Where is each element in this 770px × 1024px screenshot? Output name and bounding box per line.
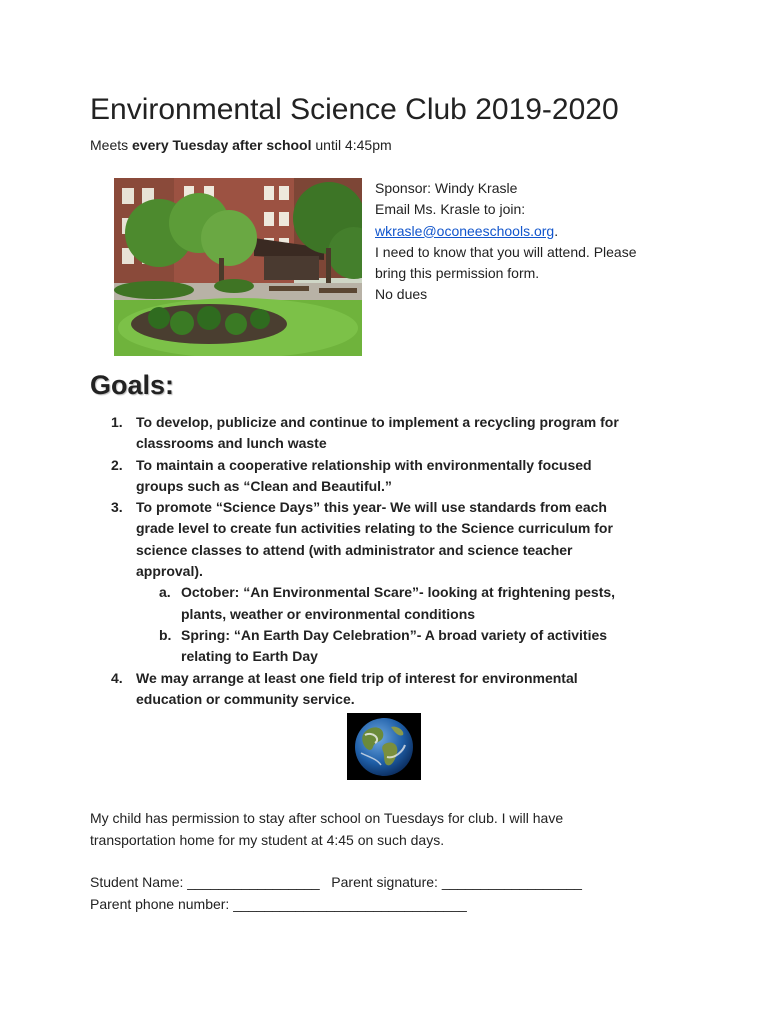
goal-text: classrooms and lunch waste [136, 435, 327, 452]
goal-text: We may arrange at least one field trip of interest for environmental [136, 669, 578, 686]
goal-number: 4. [111, 669, 123, 686]
goal-text: To promote “Science Days” this year- We will use standards from each [136, 499, 607, 516]
subitem-text: October: “An Environmental Scare”- looking at frightening pests, [181, 584, 616, 601]
email-line [375, 221, 675, 242]
email-period: . [554, 222, 559, 239]
goal-text: education or community service. [136, 690, 355, 707]
goals-list [90, 412, 690, 710]
dues-note: No dues [375, 286, 428, 303]
goal-item [90, 455, 690, 498]
goal-text: science classes to attend (with administrator and science teacher [136, 541, 573, 558]
subitem-letter: b. [159, 626, 172, 643]
goal-text: groups such as “Clean and Beautiful.” [136, 477, 392, 494]
email-instruction: Email Ms. Krasle to join: [375, 201, 526, 218]
permission-line2: transportation home for my student at 4:45 on such days. [90, 831, 445, 848]
permission-statement [90, 808, 650, 851]
parent-phone-line: Parent phone number: ______________________________ [90, 895, 467, 912]
meets-bold: every Tuesday after school [132, 137, 312, 153]
goal-text: grade level to create fun activities relating to the Science curriculum for [136, 520, 613, 537]
goals-heading: Goals: [90, 370, 175, 400]
goal-number: 3. [111, 499, 123, 516]
goal-text: To develop, publicize and continue to implement a recycling program for [136, 414, 619, 430]
meeting-info [90, 137, 392, 153]
goal-text: approval). [136, 563, 203, 580]
sponsor-email-link[interactable]: wkrasle@oconeeschools.org [375, 222, 555, 239]
subitem-text: relating to Earth Day [181, 648, 318, 665]
page-title: Environmental Science Club 2019-2020 [90, 93, 619, 126]
sponsor-name: Sponsor: Windy Krasle [375, 180, 518, 196]
subitem-text: Spring: “An Earth Day Celebration”- A broad variety of activities [181, 626, 608, 643]
meets-suffix: until 4:45pm [311, 137, 392, 153]
student-signature-line: Student Name: _________________ Parent signature: __________________ [90, 874, 582, 890]
goal-item [90, 668, 690, 711]
goal-item [90, 412, 690, 455]
permission-line1: My child has permission to stay after school on Tuesdays for club. I will have [90, 810, 564, 826]
earth-globe-image [347, 713, 421, 780]
subitem-letter: a. [159, 584, 171, 601]
goal-text: To maintain a cooperative relationship with environmentally focused [136, 456, 592, 473]
goal-number: 1. [111, 414, 123, 430]
goal-item [90, 497, 690, 667]
attend-note-line1: I need to know that you will attend. Please [375, 243, 637, 260]
goal-subitem [136, 582, 690, 625]
goal-subitem [136, 625, 690, 668]
signature-form [90, 872, 690, 915]
sponsor-info [375, 178, 675, 306]
attend-note-line2: bring this permission form. [375, 265, 540, 282]
courtyard-photo [114, 178, 362, 356]
goal-number: 2. [111, 456, 123, 473]
subitem-text: plants, weather or environmental conditions [181, 605, 476, 622]
meets-prefix: Meets [90, 137, 133, 153]
